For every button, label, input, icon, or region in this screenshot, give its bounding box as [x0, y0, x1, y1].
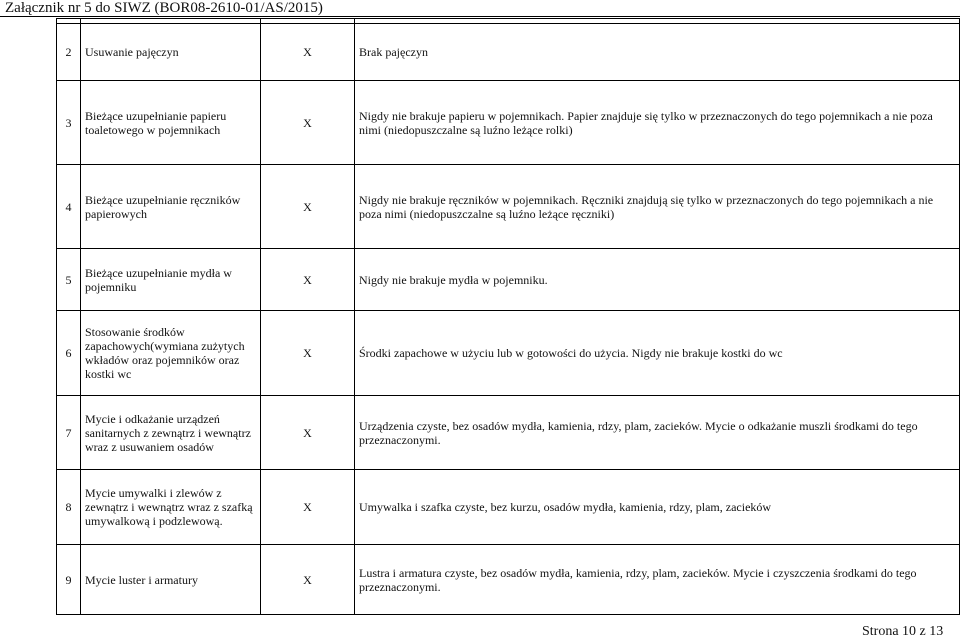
- row-number: 9: [57, 545, 81, 615]
- task-description: Usuwanie pajęczyn: [81, 24, 261, 81]
- row-number: 5: [57, 249, 81, 311]
- quality-standard: Nigdy nie brakuje papieru w pojemnikach. Papier znajduje się tylko w przeznaczonych do tego pojemnikach a nie poza nimi (niedopuszczalne są luźno leżące rolki): [355, 81, 960, 165]
- quality-standard: Brak pajęczyn: [355, 24, 960, 81]
- frequency-mark: X: [261, 311, 355, 396]
- document-header-title: Załącznik nr 5 do SIWZ (BOR08-2610-01/AS/2015): [5, 0, 323, 16]
- quality-standard: Środki zapachowe w użyciu lub w gotowości do użycia. Nigdy nie brakuje kostki do wc: [355, 311, 960, 396]
- table-row: [57, 81, 960, 165]
- task-description: Mycie i odkażanie urządzeń sanitarnych z zewnątrz i wewnątrz wraz z usuwaniem osadów: [81, 396, 261, 470]
- task-description: Mycie umywalki i zlewów z zewnątrz i wewnątrz wraz z szafką umywalkową i podzlewową.: [81, 470, 261, 545]
- row-number: 6: [57, 311, 81, 396]
- task-description: Stosowanie środków zapachowych(wymiana zużytych wkładów oraz pojemników oraz kostki wc: [81, 311, 261, 396]
- row-number: 7: [57, 396, 81, 470]
- table-row: [57, 545, 960, 615]
- table-row: [57, 470, 960, 545]
- table-row: [57, 311, 960, 396]
- task-description: Bieżące uzupełnianie mydła w pojemniku: [81, 249, 261, 311]
- table-row: [57, 165, 960, 249]
- quality-standard: Umywalka i szafka czyste, bez kurzu, osadów mydła, kamienia, rdzy, plam, zacieków: [355, 470, 960, 545]
- frequency-mark: X: [261, 396, 355, 470]
- page-number: Strona 10 z 13: [862, 624, 944, 639]
- frequency-mark: X: [261, 470, 355, 545]
- frequency-mark: X: [261, 81, 355, 165]
- header-divider: [0, 16, 960, 17]
- cleaning-requirements-table: [56, 18, 960, 615]
- frequency-mark: X: [261, 24, 355, 81]
- row-number: 3: [57, 81, 81, 165]
- table-row: [57, 396, 960, 470]
- task-description: Mycie luster i armatury: [81, 545, 261, 615]
- frequency-mark: X: [261, 545, 355, 615]
- task-description: Bieżące uzupełnianie papieru toaletowego w pojemnikach: [81, 81, 261, 165]
- row-number: 4: [57, 165, 81, 249]
- frequency-mark: X: [261, 165, 355, 249]
- row-number: 8: [57, 470, 81, 545]
- quality-standard: Lustra i armatura czyste, bez osadów mydła, kamienia, rdzy, plam, zacieków. Mycie i czyszczenia środkami do tego przeznaczonymi.: [355, 545, 960, 615]
- task-description: Bieżące uzupełnianie ręczników papierowych: [81, 165, 261, 249]
- row-number: 2: [57, 24, 81, 81]
- quality-standard: Nigdy nie brakuje ręczników w pojemnikach. Ręczniki znajdują się tylko w przeznaczonych do tego pojemnikach a nie poza nimi (niedopuszczalne są luźno leżące ręczniki): [355, 165, 960, 249]
- table-row: [57, 249, 960, 311]
- quality-standard: Urządzenia czyste, bez osadów mydła, kamienia, rdzy, plam, zacieków. Mycie o odkażanie muszli środkami do tego przeznaczonymi.: [355, 396, 960, 470]
- quality-standard: Nigdy nie brakuje mydła w pojemniku.: [355, 249, 960, 311]
- table-row: [57, 24, 960, 81]
- frequency-mark: X: [261, 249, 355, 311]
